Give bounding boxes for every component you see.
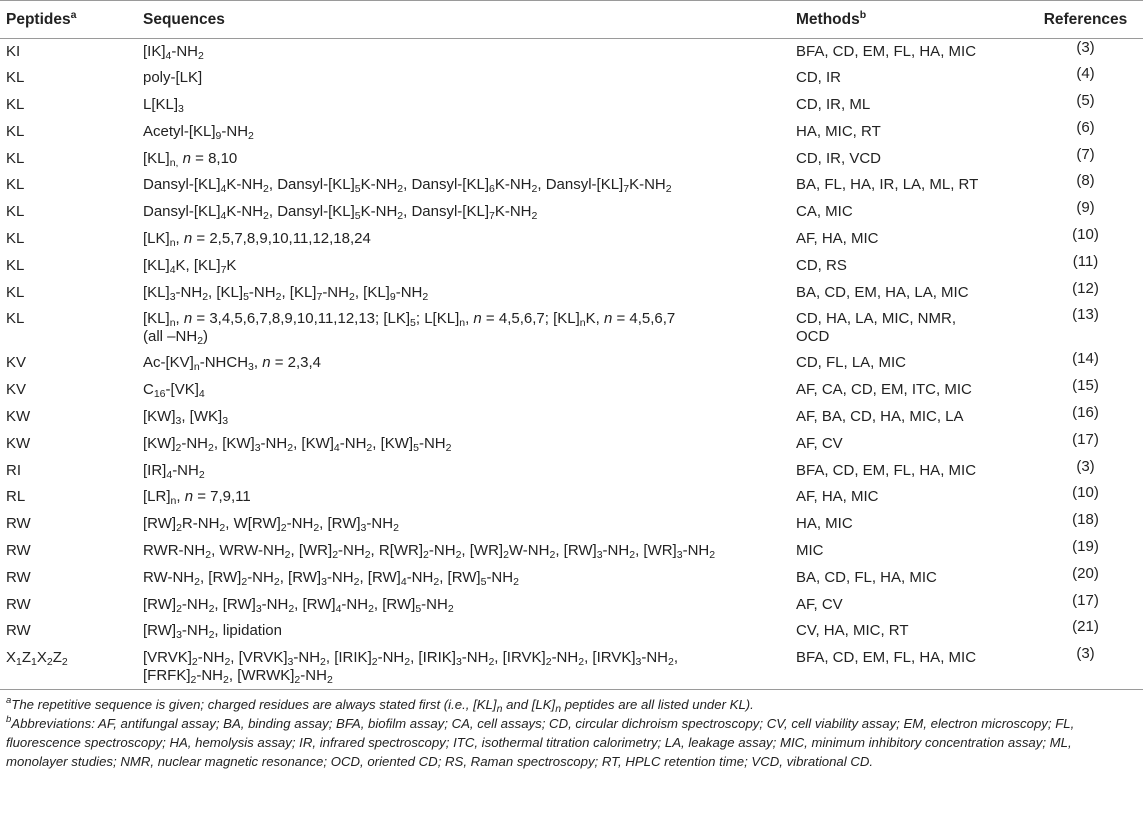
cell-peptide: KI — [6, 43, 21, 60]
table-row — [0, 592, 1143, 619]
cell-reference: (10) — [1072, 484, 1099, 502]
cell-reference: (16) — [1072, 404, 1099, 422]
cell-peptide: KL — [6, 122, 25, 140]
cell-methods: CD, IR, ML — [796, 96, 871, 114]
cell-reference: (3) — [1028, 645, 1143, 689]
cell-methods: BA, CD, FL, HA, MIC — [796, 568, 937, 586]
cell-methods: CD, FL, LA, MIC — [796, 354, 907, 372]
cell-peptide: KL — [6, 203, 25, 221]
cell-peptide: KL — [6, 310, 25, 328]
cell-reference: (12) — [1072, 279, 1099, 297]
cell-sequence: Dansyl-$[KL]_4K-NH_2$, Dansyl-$[KL]_5K-NH_2$, Dansyl-$[KL]_6K-NH_2$, Dansyl-$[KL]_7K-NH_2$ — [143, 176, 672, 196]
cell-peptide: KW — [6, 434, 31, 452]
cell-methods: AF, CA, CD, EM, ITC, MIC — [796, 381, 972, 399]
cell-reference: (7) — [1076, 145, 1095, 163]
cell-peptide: KV — [6, 354, 27, 372]
cell-reference: (3) — [1076, 457, 1095, 475]
cell-peptide: RW — [6, 542, 31, 560]
header-sequences: Sequences — [137, 1, 790, 39]
cell-methods: AF, CV — [796, 434, 843, 452]
cell-reference: (17) — [1072, 591, 1099, 609]
cell-reference: (8) — [1076, 172, 1095, 190]
table-row — [0, 39, 1143, 66]
cell-sequence: $[KL]_{n,}$ n = 8,10 — [143, 149, 238, 169]
table-row — [0, 146, 1143, 173]
cell-methods: AF, HA, MIC — [796, 488, 879, 506]
cell-peptide: RW — [6, 622, 31, 640]
cell-sequence: $[KL]_n$, n = 3,4,5,6,7,8,9,10,11,12,13; $[LK]_5$; $L[KL]_n$, n = 4,5,6,7; $[KL]_nK$, n = 4,5,6,7 (all $-NH_2$) — [143, 310, 676, 348]
cell-sequence: $L[KL]_3$ — [143, 96, 184, 116]
table-row — [0, 565, 1143, 592]
cell-peptide: KL — [6, 96, 25, 114]
table-row — [0, 458, 1143, 485]
cell-peptide: RL — [6, 488, 26, 506]
cell-reference: (20) — [1072, 564, 1099, 582]
table-row — [0, 306, 1143, 350]
table-row — [0, 484, 1143, 511]
table-row — [0, 618, 1143, 645]
cell-methods: AF, CV — [796, 595, 843, 613]
footnote-b: $^b$Abbreviations: AF, antifungal assay; BA, binding assay; BFA, biofilm assay; CA, cell assays; CD, circular dichroism spectroscopy; CV, cell viability assay; EM, electron microscopy; FL, fluorescence spectroscopy; HA, hemolysis assay; IR, infrared spectroscopy; ITC, isothermal titration calorimetry; LA, leakage assay; MIC, minimum inhibitory concentration assay; ML, monolayer studies; NMR, nuclear magnetic resonance; OCD, oriented CD; RS, Raman spectroscopy; RT, HPLC retention time; VCD, vibrational CD. — [6, 714, 1075, 769]
cell-peptide: KV — [6, 381, 27, 399]
table-row — [0, 431, 1143, 458]
cell-methods: AF, BA, CD, HA, MIC, LA — [796, 408, 964, 426]
table-row — [0, 538, 1143, 565]
cell-methods: CD, RS — [796, 256, 847, 274]
cell-sequence: $[RW]_2R-NH_2$, $W[RW]_2-NH_2$, $[RW]_3-NH_2$ — [143, 515, 399, 535]
table-row — [0, 172, 1143, 199]
table-row — [0, 199, 1143, 226]
cell-methods: MIC — [796, 542, 824, 560]
cell-methods: CA, MIC — [796, 203, 853, 221]
cell-peptide: RW — [6, 515, 31, 533]
cell-reference: (5) — [1076, 92, 1095, 110]
table-row — [0, 280, 1143, 307]
cell-peptide: RW — [6, 568, 31, 586]
table-row — [0, 511, 1143, 538]
cell-sequence: $[LR]_n$, n = 7,9,11 — [143, 488, 251, 508]
footnote-a-text: The repetitive sequence is given; charged residues are always stated first (i.e., $[KL]_n$ and $[LK]_n$ peptides are all listed under KL). — [11, 697, 754, 715]
cell-peptide: KL — [6, 230, 25, 248]
cell-methods: BFA, CD, EM, FL, HA, MIC — [790, 645, 1028, 689]
cell-sequence: $[KL]_4K$, $[KL]_7K$ — [143, 256, 237, 276]
cell-peptide: $X_1Z_1X_2Z_2$ — [0, 645, 137, 689]
cell-sequence: $RW-NH_2$, $[RW]_2-NH_2$, $[RW]_3-NH_2$, $[RW]_4-NH_2$, $[RW]_5-NH_2$ — [143, 568, 519, 588]
table-row — [0, 226, 1143, 253]
cell-reference: (19) — [1072, 538, 1099, 556]
cell-reference: (21) — [1072, 618, 1099, 636]
table-row — [0, 92, 1143, 119]
cell-sequence: poly-[LK] — [143, 69, 203, 87]
cell-peptide: RW — [6, 595, 31, 613]
table-row — [0, 119, 1143, 146]
cell-reference: (6) — [1076, 118, 1095, 136]
footnote-a: $^a$The repetitive sequence is given; charged residues are always stated first (i.e., $[KL]_n$ and $[LK]_n$ peptides are all listed under KL). — [6, 695, 754, 715]
cell-methods: HA, MIC, RT — [796, 122, 881, 140]
cell-sequence: $[IK]_4-NH_2$ — [143, 43, 204, 62]
header-methods: Methods$^b$ — [790, 1, 1028, 39]
cell-reference: (18) — [1072, 511, 1099, 529]
cell-sequence: Dansyl-$[KL]_4K-NH_2$, Dansyl-$[KL]_5K-NH_2$, Dansyl-$[KL]_7K-NH_2$ — [143, 203, 538, 223]
table-row — [0, 404, 1143, 431]
cell-reference: (3) — [1076, 39, 1095, 56]
table-row — [0, 350, 1143, 377]
cell-sequence: $[KL]_3-NH_2$, $[KL]_5-NH_2$, $[KL]_7-NH_2$, $[KL]_9-NH_2$ — [143, 283, 429, 303]
cell-methods: BFA, CD, EM, FL, HA, MIC — [796, 43, 977, 60]
cell-methods: AF, HA, MIC — [796, 230, 879, 248]
cell-sequence: $[VRVK]_2-NH_2$, $[VRVK]_3-NH_2$, $[IRIK]_2-NH_2$, $[IRIK]_3-NH_2$, $[IRVK]_2-NH_2$, $[IRVK]_3-NH_2$, $[FRFK]_2-NH_2$, $[WRWK]_2-NH_2$ — [137, 645, 790, 689]
cell-reference: (13) — [1072, 306, 1099, 324]
table-row — [0, 645, 1143, 689]
cell-methods: BA, FL, HA, IR, LA, ML, RT — [796, 176, 979, 194]
cell-sequence: RWR-$NH_2$, WRW-$NH_2$, $[WR]_2-NH_2$, $R[WR]_2-NH_2$, $[WR]_2W-NH_2$, $[RW]_3-NH_2$, $[WR]_3-NH_2$ — [143, 542, 716, 562]
cell-peptide: KL — [6, 256, 25, 274]
cell-methods: CD, HA, LA, MIC, NMR, OCD — [796, 310, 957, 346]
table-row — [0, 377, 1143, 404]
cell-peptide: KL — [6, 149, 25, 167]
cell-reference: (17) — [1072, 430, 1099, 448]
footnote-b-text: Abbreviations: AF, antifungal assay; BA, binding assay; BFA, biofilm assay; CA, cell assays; CD, circular dichroism spectroscopy; CV, cell viability assay; EM, electron microscopy; FL, fluorescence spectroscopy; HA, hemolysis assay; IR, infrared spectroscopy; ITC, isothermal titration calorimetry; LA, leakage assay; MIC, minimum inhibitory concentration assay; ML, monolayer studies; NMR, nuclear magnetic resonance; OCD, oriented CD; RS, Raman spectroscopy; RT, HPLC retention time; VCD, vibrational CD. — [6, 716, 1075, 769]
table-body — [0, 39, 1143, 690]
cell-peptide: KL — [6, 176, 25, 194]
cell-sequence: $[KW]_2-NH_2$, $[KW]_3-NH_2$, $[KW]_4-NH_2$, $[KW]_5-NH_2$ — [143, 434, 452, 454]
cell-reference: (10) — [1072, 226, 1099, 244]
cell-sequence: $[LK]_n$, n = 2,5,7,8,9,10,11,12,18,24 — [143, 230, 371, 250]
cell-methods: BFA, CD, EM, FL, HA, MIC — [796, 461, 977, 479]
cell-methods: CV, HA, MIC, RT — [796, 622, 909, 640]
cell-methods: CD, IR, VCD — [796, 149, 882, 167]
cell-peptide: RI — [6, 461, 21, 479]
cell-sequence: $[KW]_3$, $[WK]_3$ — [143, 408, 229, 428]
table-header-row — [0, 1, 1143, 39]
table-row — [0, 253, 1143, 280]
cell-reference: (4) — [1076, 65, 1095, 83]
cell-reference: (15) — [1072, 377, 1099, 395]
cell-sequence: Acetyl-$[KL]_9-NH_2$ — [143, 122, 254, 142]
table-row — [0, 65, 1143, 92]
header-references: References — [1028, 1, 1143, 39]
cell-peptide: KW — [6, 408, 31, 426]
cell-reference: (11) — [1072, 252, 1099, 270]
cell-sequence: $Ac-[KV]_n-NHCH_3$, n = 2,3,4 — [143, 354, 322, 374]
cell-reference: (9) — [1076, 199, 1095, 217]
cell-methods: CD, IR — [796, 69, 841, 87]
header-peptides: Peptides$^a$ — [0, 1, 137, 39]
cell-methods: HA, MIC — [796, 515, 853, 533]
cell-peptide: KL — [6, 283, 25, 301]
cell-peptide: KL — [6, 69, 25, 87]
cell-sequence: $C_{16}-[VK]_4$ — [143, 381, 205, 401]
cell-sequence: $[RW]_2-NH_2$, $[RW]_3-NH_2$, $[RW]_4-NH_2$, $[RW]_5-NH_2$ — [143, 595, 454, 615]
cell-methods: BA, CD, EM, HA, LA, MIC — [796, 283, 969, 301]
cell-reference: (14) — [1072, 350, 1099, 368]
cell-sequence: $[IR]_4-NH_2$ — [143, 461, 205, 481]
cell-sequence: $[RW]_3-NH_2$, lipidation — [143, 622, 282, 642]
